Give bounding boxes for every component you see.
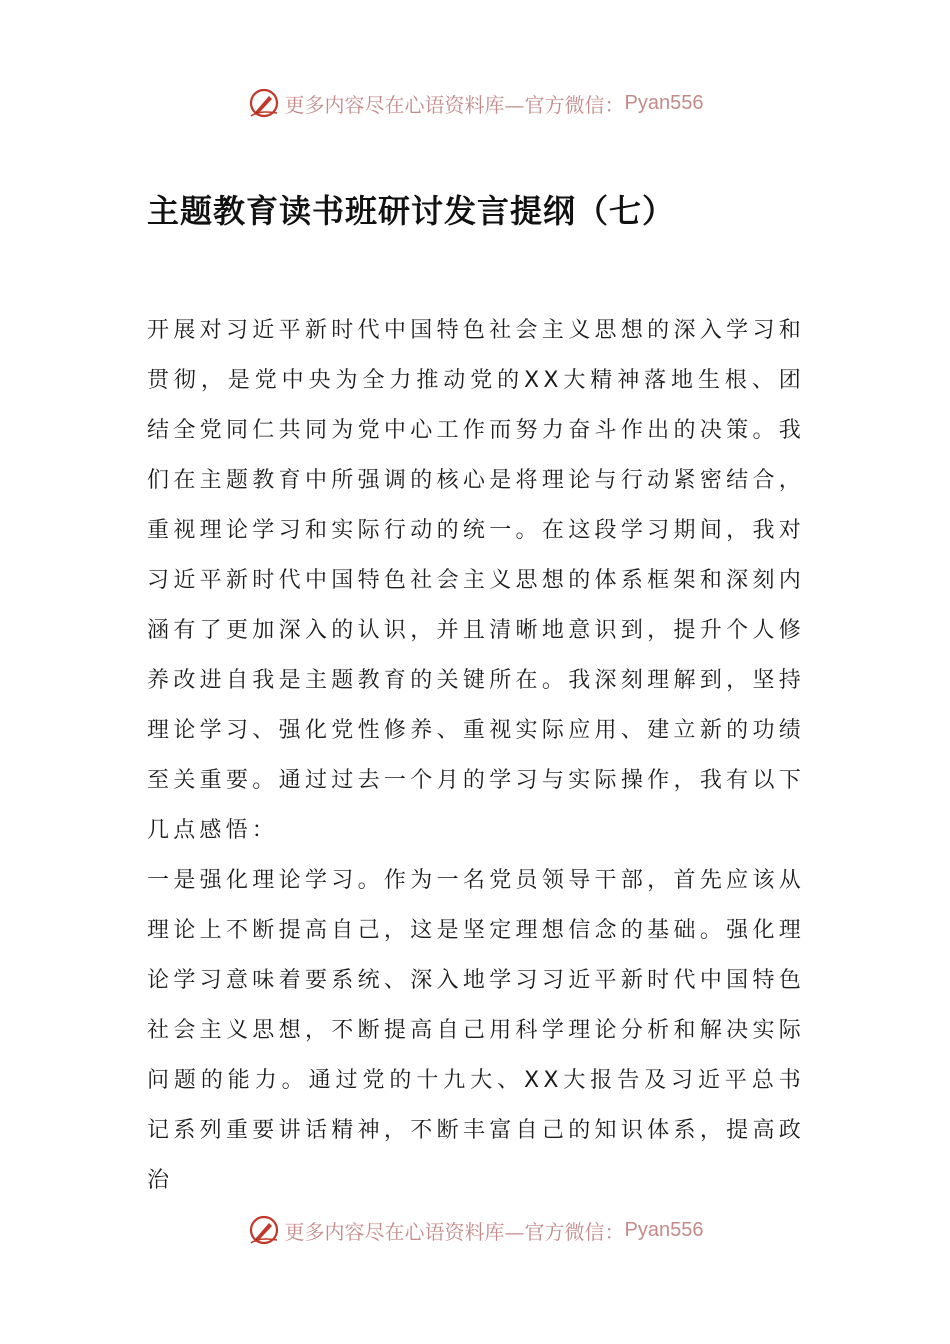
paragraph-point-one: 一是强化理论学习。作为一名党员领导干部，首先应该从理论上不断提高自己，这是坚定理想信念的基础。强化理论学习意味着要系统、深入地学习习近平新时代中国特色社会主义思想，不断提高自己用科学理论分析和解决实际问题的能力。通过党的十九大、XX大报告及习近平总书记系列重要讲话精神，不断丰富自己的知识体系，提高政治 bbox=[147, 868, 805, 1193]
pen-logo-icon bbox=[247, 86, 281, 120]
document-body bbox=[147, 306, 805, 1206]
watermark-text: 更多内容尽在心语资料库—官方微信： bbox=[284, 92, 625, 117]
watermark-text: 更多内容尽在心语资料库—官方微信： bbox=[284, 1219, 625, 1244]
watermark-footer bbox=[0, 1210, 950, 1250]
document-title: 主题教育读书班研讨发言提纲（七） bbox=[147, 192, 676, 231]
watermark-handle: Pyan556 bbox=[624, 91, 704, 114]
watermark-handle: Pyan556 bbox=[624, 1218, 704, 1241]
paragraph-intro: 开展对习近平新时代中国特色社会主义思想的深入学习和贯彻，是党中央为全力推动党的XX大精神落地生根、团结全党同仁共同为党中心工作而努力奋斗作出的决策。我们在主题教育中所强调的核心是将理论与行动紧密结合，重视理论学习和实际行动的统一。在这段学习期间，我对习近平新时代中国特色社会主义思想的体系框架和深刻内涵有了更加深入的认识，并且清晰地意识到，提升个人修养改进自我是主题教育的关键所在。我深刻理解到，坚持理论学习、强化党性修养、重视实际应用、建立新的功绩至关重要。通过过去一个月的学习与实际操作，我有以下几点感悟： bbox=[147, 318, 805, 843]
watermark-header bbox=[0, 83, 950, 123]
pen-logo-icon bbox=[247, 1213, 281, 1247]
